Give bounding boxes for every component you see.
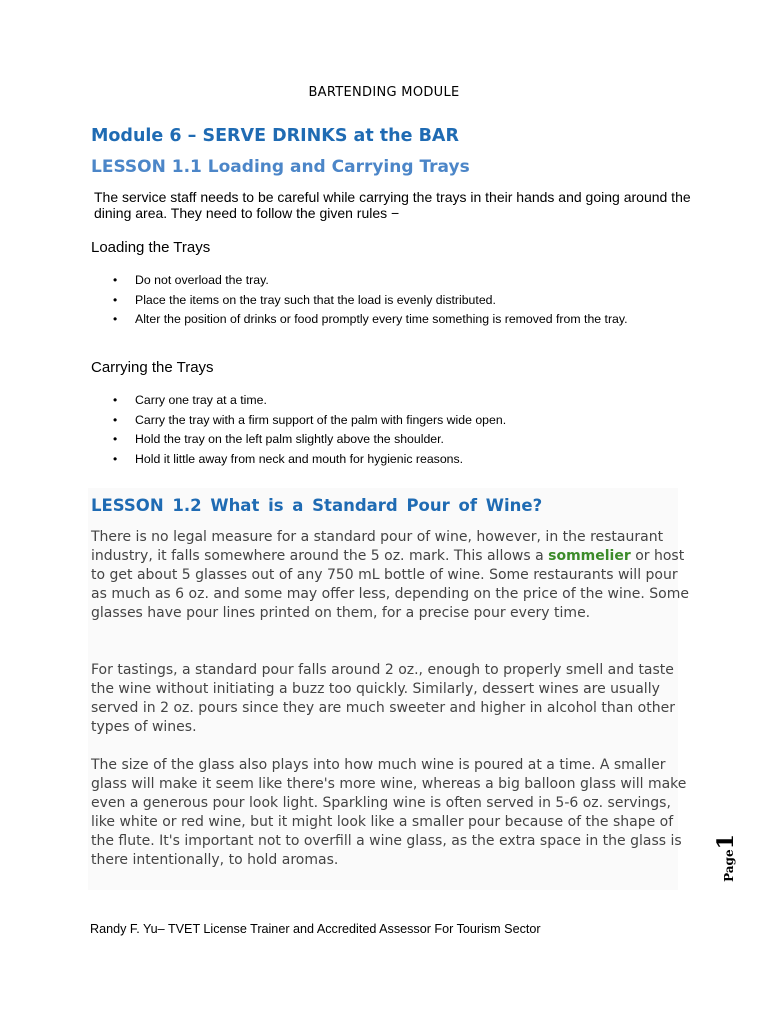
wine-paragraph-3: The size of the glass also plays into how much wine is poured at a time. A smaller glass will make it seem like there's more wine, whereas a big balloon glass will make even a generous pour look light. Sparkling wine is often served in 5-6 oz. servings, like white or red wine, but it might look like a smaller pour because of the shape of the flute. It's important not to overfill a wine glass, as the extra space in the glass is there intentionally, to hold aromas. <box>91 757 687 868</box>
loading-trays-heading: Loading the Trays <box>91 239 211 256</box>
page-header: BARTENDING MODULE <box>308 85 460 100</box>
lesson-1-intro: The service staff needs to be careful while carrying the trays in their hands and going around the dining area. They need to follow the given rules − <box>94 189 691 221</box>
page-word: Page <box>722 849 736 882</box>
list-item: • Carry the tray with a firm support of the palm with fingers wide open. <box>113 413 673 428</box>
page-footer: Randy F. Yu– TVET License Trainer and Accredited Assessor For Tourism Sector <box>90 922 541 936</box>
lesson-1-title: LESSON 1.1 Loading and Carrying Trays <box>91 157 470 177</box>
carrying-trays-heading: Carrying the Trays <box>91 359 214 376</box>
paragraph-text: or host to get about 5 glasses out of any 750 mL bottle of wine. Some restaurants will pour as much as 6 oz. and some may offer less, depending on the price of the wine. Some glasses have pour lines printed on them, for a precise pour every time. <box>91 548 689 621</box>
list-item: • Alter the position of drinks or food promptly every time something is removed from the tray. <box>113 312 673 327</box>
page-number-label <box>713 833 737 883</box>
list-item: • Do not overload the tray. <box>113 273 673 288</box>
list-item: • Carry one tray at a time. <box>113 393 673 408</box>
wine-paragraph-2: For tastings, a standard pour falls around 2 oz., enough to properly smell and taste the wine without initiating a buzz too quickly. Similarly, dessert wines are usually served in 2 oz. pours since they are much sweeter and higher in alcohol than other types of wines. <box>91 662 675 735</box>
lesson-2-title: LESSON 1.2 What is a Standard Pour of Wine? <box>91 496 543 515</box>
list-item: • Hold it little away from neck and mouth for hygienic reasons. <box>113 452 673 467</box>
paragraph-text: There is no legal measure for a standard pour of wine, however, in the restaurant industry, it falls somewhere around the 5 oz. mark. This allows a <box>91 529 664 564</box>
page-number: 1 <box>713 834 739 850</box>
wine-paragraph-1 <box>91 528 691 623</box>
module-title: Module 6 – SERVE DRINKS at the BAR <box>91 126 459 146</box>
carrying-trays-list <box>113 393 673 471</box>
list-item: • Place the items on the tray such that the load is evenly distributed. <box>113 293 673 308</box>
sommelier-link[interactable]: sommelier <box>548 548 631 564</box>
loading-trays-list <box>113 273 673 332</box>
list-item: • Hold the tray on the left palm slightly above the shoulder. <box>113 432 673 447</box>
